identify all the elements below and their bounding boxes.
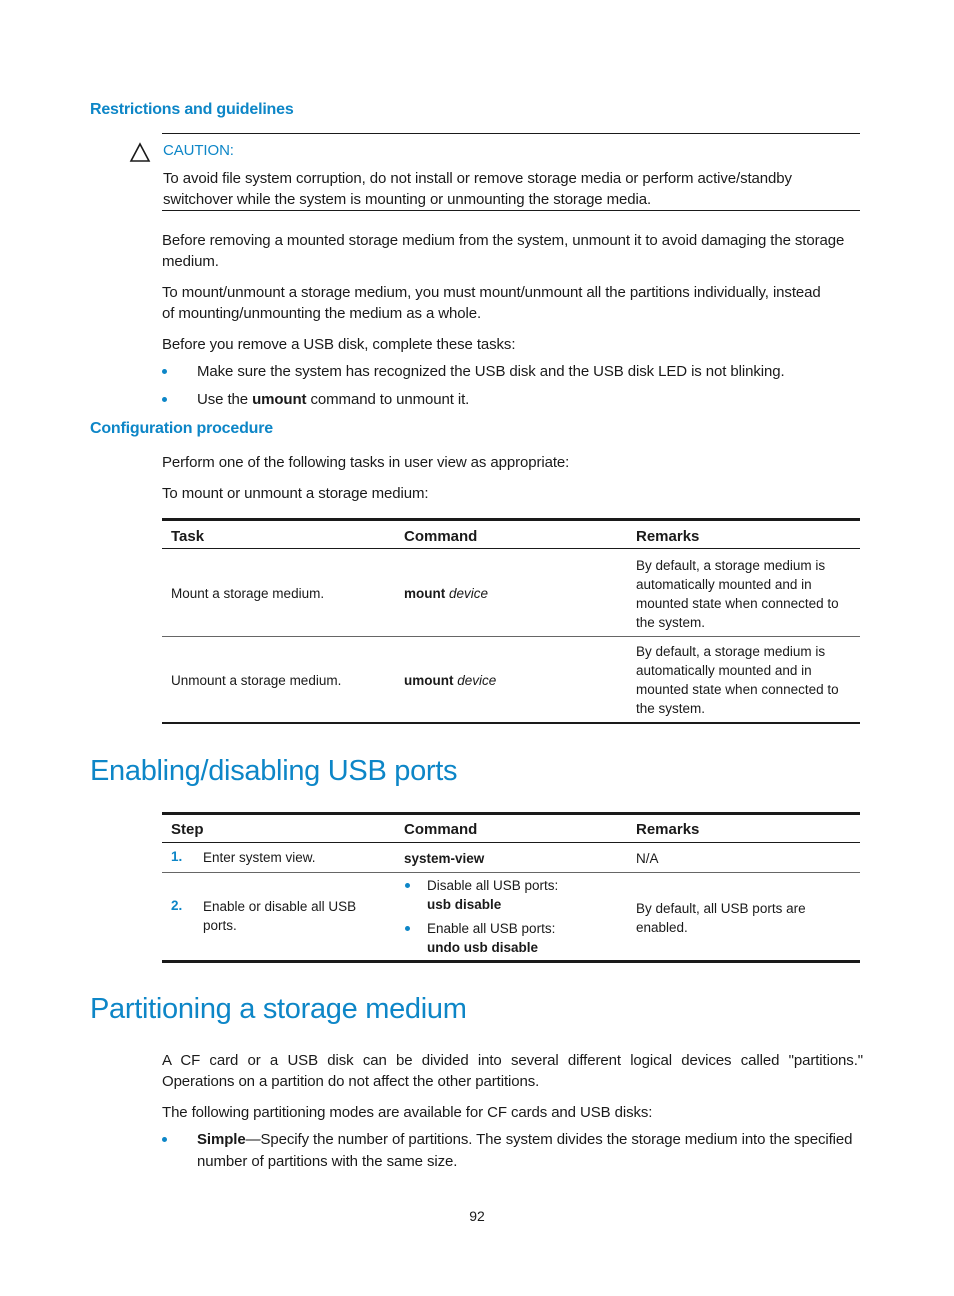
bullet-icon <box>162 397 167 402</box>
table-cell-command: Disable all USB ports: usb disable <box>427 878 559 912</box>
paragraph-line: Before removing a mounted storage medium from the system, unmount it to avoid damaging the storage <box>162 232 845 249</box>
caution-label: CAUTION: <box>163 142 234 159</box>
table-bottom-rule <box>162 960 860 963</box>
table-cell-remarks: N/A <box>636 851 659 866</box>
step-number: 2. <box>171 898 183 913</box>
page-number: 92 <box>469 1208 485 1224</box>
section-heading-restrictions: Restrictions and guidelines <box>90 101 294 118</box>
bullet-text: Use the umount command to unmount it. <box>197 391 470 408</box>
table-cell-command: mount device <box>404 586 489 601</box>
table-top-rule <box>162 812 860 815</box>
paragraph-line: A CF card or a USB disk can be divided into several different logical devices called "partitions." <box>162 1052 863 1069</box>
caution-bottom-rule <box>162 210 860 211</box>
table-cell-remarks: By default, all USB ports are enabled. <box>636 901 806 935</box>
table-header-command: Command <box>404 821 478 838</box>
table-cell-step: Enable or disable all USB ports. <box>203 899 357 933</box>
table-header-remarks: Remarks <box>636 821 700 838</box>
table-cell-task: Mount a storage medium. <box>171 586 325 601</box>
paragraph-line: Before you remove a USB disk, complete these tasks: <box>162 336 516 353</box>
table-cell-command: system-view <box>404 851 485 866</box>
table-header-command: Command <box>404 528 478 545</box>
table-header-rule <box>162 548 860 549</box>
paragraph-line: Perform one of the following tasks in user view as appropriate: <box>162 454 570 471</box>
bullet-text: Simple—Specify the number of partitions. The system divides the storage medium into the specified <box>197 1131 853 1148</box>
table-row-rule <box>162 872 860 873</box>
caution-top-rule <box>162 133 860 134</box>
paragraph-line: Operations on a partition do not affect the other partitions. <box>162 1073 540 1090</box>
bullet-icon <box>162 369 167 374</box>
section-heading-configuration: Configuration procedure <box>90 420 273 437</box>
paragraph-line: medium. <box>162 253 219 270</box>
paragraph-line: The following partitioning modes are available for CF cards and USB disks: <box>162 1104 653 1121</box>
caution-text-line2: switchover while the system is mounting or unmounting the storage media. <box>163 191 652 208</box>
table-header-step: Step <box>171 821 204 838</box>
table-cell-task: Unmount a storage medium. <box>171 673 342 688</box>
table-bottom-rule <box>162 722 860 724</box>
table-cell-remarks: By default, a storage medium is automatically mounted and in mounted state when connected to the system. <box>636 558 839 630</box>
table-cell-remarks: By default, a storage medium is automatically mounted and in mounted state when connected to the system. <box>636 644 839 716</box>
chapter-heading-partition: Partitioning a storage medium <box>90 993 467 1025</box>
step-number: 1. <box>171 849 183 864</box>
bullet-icon <box>405 926 410 931</box>
paragraph-line: of mounting/unmounting the medium as a whole. <box>162 305 482 322</box>
paragraph-line: To mount/unmount a storage medium, you must mount/unmount all the partitions individually, instead <box>162 284 821 301</box>
bullet-icon <box>405 883 410 888</box>
bullet-text: Make sure the system has recognized the USB disk and the USB disk LED is not blinking. <box>197 363 785 380</box>
bullet-icon <box>162 1137 167 1142</box>
table-header-remarks: Remarks <box>636 528 700 545</box>
caution-text-line1: To avoid file system corruption, do not install or remove storage media or perform active/standby <box>163 170 792 187</box>
table-header-rule <box>162 842 860 843</box>
bullet-text: number of partitions with the same size. <box>197 1153 458 1170</box>
chapter-heading-usb: Enabling/disabling USB ports <box>90 755 458 787</box>
table-row-rule <box>162 636 860 637</box>
caution-triangle-icon <box>129 141 151 163</box>
paragraph-line: To mount or unmount a storage medium: <box>162 485 429 502</box>
table-cell-command: Enable all USB ports: undo usb disable <box>427 921 556 955</box>
table-cell-command: umount device <box>404 673 497 688</box>
table-cell-step: Enter system view. <box>203 850 316 865</box>
table-header-task: Task <box>171 528 205 545</box>
table-top-rule <box>162 518 860 521</box>
